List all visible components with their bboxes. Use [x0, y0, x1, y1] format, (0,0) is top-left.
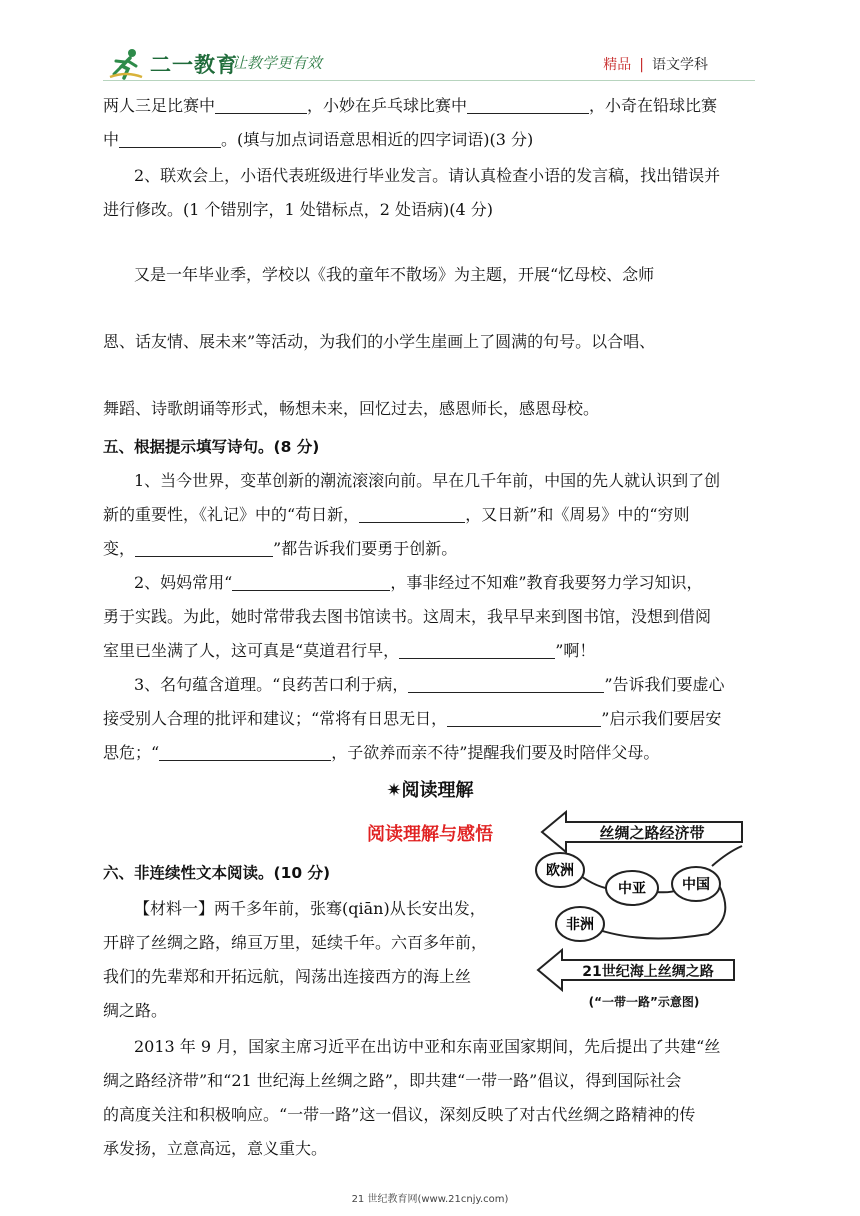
logo-text: 二一教育	[150, 53, 238, 77]
text-segment: ”都告诉我们要勇于创新。	[273, 539, 458, 558]
text-segment: 新的重要性，《礼记》中的“苟日新，	[103, 505, 360, 524]
text-segment: 2、妈妈常用“	[134, 573, 233, 592]
paragraph-line: 的高度关注和积极响应。“一带一路”这一倡议，深刻反映了对古代丝绸之路精神的传	[103, 1105, 696, 1124]
text-segment: ”启示我们要居安	[601, 709, 722, 728]
speech-line-3: 舞蹈、诗歌朗诵等形式，畅想未来，回忆过去，感恩师长，感恩母校。	[103, 399, 600, 418]
text-line	[134, 674, 759, 696]
text-segment: 3、名句蕴含道理。“良药苦口利于病，	[134, 675, 409, 694]
diagram-caption: (“一带一路”示意图)	[588, 995, 700, 1009]
text-segment: 思危；“	[103, 743, 160, 762]
text-segment: ，子欲养而亲不待”提醒我们要及时陪伴父母。	[331, 743, 660, 762]
text-segment: ”啊！	[555, 641, 596, 660]
africa-label: 非洲	[566, 917, 594, 933]
answer-blank[interactable]	[447, 710, 601, 727]
text-line	[103, 538, 759, 560]
text-line	[103, 129, 759, 151]
text-segment: ，又日新”和《周易》中的“穷则	[465, 505, 690, 524]
belt-and-road-diagram	[528, 806, 760, 1016]
answer-blank[interactable]	[359, 506, 465, 523]
slogan: / 让教学更有效	[222, 54, 322, 72]
answer-blank[interactable]	[467, 97, 589, 114]
text-segment: 两人三足比赛中	[103, 96, 216, 115]
material-1-line-1: 【材料一】两千多年前，张骞(qiān)从长安出发，	[134, 899, 486, 918]
reading-section-subtitle: 阅读理解与感悟	[367, 824, 493, 845]
text-line	[103, 640, 759, 662]
page-footer: 21 世纪教育网(www.21cnjy.com)	[351, 1194, 509, 1205]
reading-section-title: ✷阅读理解	[386, 780, 474, 801]
text-line: 勇于实践。为此，她时常带我去图书馆读书。这周末，我早早来到图书馆，没想到借阅	[103, 607, 712, 626]
belt-label: 丝绸之路经济带	[599, 824, 705, 842]
text-line: 1、当今世界，变革创新的潮流滚滚向前。早在几千年前，中国的先人就认识到了创	[134, 471, 721, 490]
material-1-line-3: 我们的先辈郑和开拓远航，闯荡出连接西方的海上丝	[103, 967, 472, 986]
text-segment: ”告诉我们要虚心	[604, 675, 725, 694]
runner-logo-icon	[106, 47, 146, 81]
speech-line-2: 恩、话友情、展未来”等活动，为我们的小学生崖画上了圆满的句号。以合唱、	[103, 332, 656, 351]
answer-blank[interactable]	[119, 131, 221, 148]
answer-blank[interactable]	[399, 642, 555, 659]
text-segment: 中	[103, 130, 120, 149]
logo	[106, 44, 238, 84]
text-line	[103, 708, 759, 730]
header-subject	[603, 54, 708, 74]
text-segment: 室里已坐满了人，这可真是“莫道君行早，	[103, 641, 400, 660]
text-segment: ，事非经过不知难”教育我要努力学习知识，	[390, 573, 703, 592]
text-segment: 接受别人合理的批评和建议；“常将有日思无日，	[103, 709, 448, 728]
header-separator: |	[639, 57, 644, 73]
text-line	[103, 95, 759, 117]
paragraph-line: 绸之路经济带”和“21 世纪海上丝绸之路”，即共建“一带一路”倡议，得到国际社会	[103, 1071, 682, 1090]
road-label: 21世纪海上丝绸之路	[582, 964, 714, 980]
answer-blank[interactable]	[215, 97, 307, 114]
answer-blank[interactable]	[135, 540, 273, 557]
central-asia-label: 中亚	[618, 881, 646, 897]
page-header	[0, 0, 860, 86]
paragraph-line: 承发扬，立意高远，意义重大。	[103, 1139, 328, 1158]
section-5-heading: 五、根据提示填写诗句。(8 分)	[103, 438, 320, 456]
header-premium-label: 精品	[603, 57, 632, 73]
header-subject-label: 语文学科	[652, 57, 708, 73]
text-segment: ，小妙在乒乓球比赛中	[307, 96, 468, 115]
text-segment: 。(填与加点词语意思相近的四字词语)(3 分)	[221, 130, 534, 149]
text-segment: 变，	[103, 539, 136, 558]
paragraph-line: 2013 年 9 月，国家主席习近平在出访中亚和东南亚国家期间，先后提出了共建“丝	[134, 1037, 721, 1056]
material-1-line-4: 绸之路。	[103, 1001, 168, 1020]
answer-blank[interactable]	[408, 676, 604, 693]
section-6-heading: 六、非连续性文本阅读。(10 分)	[103, 864, 331, 882]
text-line	[134, 572, 759, 594]
europe-label: 欧洲	[546, 863, 574, 879]
answer-blank[interactable]	[232, 574, 390, 591]
text-line	[103, 742, 759, 764]
question-2-line-1: 2、联欢会上，小语代表班级进行毕业发言。请认真检查小语的发言稿，找出错误并	[134, 166, 721, 185]
text-line	[103, 504, 759, 526]
text-segment: ，小奇在铅球比赛	[589, 96, 718, 115]
china-label: 中国	[682, 877, 710, 893]
answer-blank[interactable]	[159, 744, 331, 761]
question-2-line-2: 进行修改。(1 个错别字，1 处错标点，2 处语病)(4 分)	[103, 200, 494, 219]
header-divider	[103, 80, 755, 81]
material-1-line-2: 开辟了丝绸之路，绵亘万里，延续千年。六百多年前，	[103, 933, 488, 952]
speech-line-1: 又是一年毕业季，学校以《我的童年不散场》为主题，开展“忆母校、念师	[134, 265, 655, 284]
